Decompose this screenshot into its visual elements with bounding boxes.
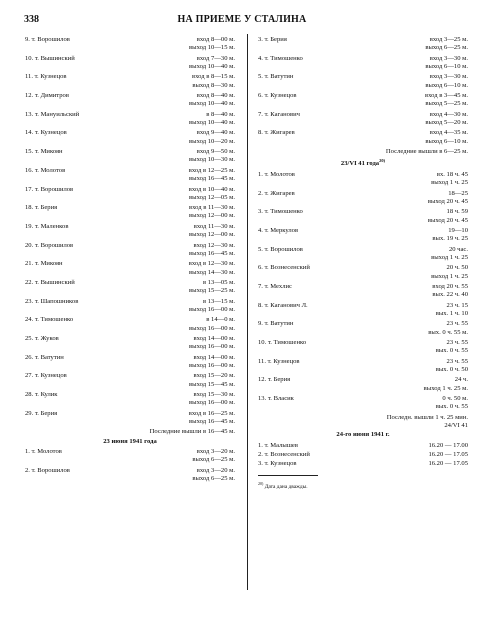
visitor-name: 24. т. Тимошенко — [25, 316, 74, 324]
time-out: выход 6—10 м. — [425, 137, 468, 145]
visitor-entry — [258, 339, 468, 356]
time-in: 23 ч. 55 — [446, 339, 468, 347]
visitor-entry — [25, 186, 235, 203]
visitor-name: 16. т. Молотов — [25, 166, 66, 174]
time-out: выход 16—00 м. — [189, 324, 235, 332]
footnote-rule — [258, 475, 318, 476]
time-out: вых. 1 ч. 10 — [435, 310, 468, 318]
time-out: вых. 0 ч. 55 — [435, 347, 468, 355]
visitor-entry — [258, 208, 468, 225]
time-in: вход 8—40 м. — [196, 92, 235, 100]
visitor-name: 15. т. Микоян — [25, 148, 63, 156]
time-out: вых. 22 ч. 40 — [432, 291, 468, 299]
visit-times: 16.20 — 17.00 — [428, 441, 468, 449]
footnote-text: Дата дана дважды. — [264, 483, 308, 490]
time-in: вход в 16—25 м. — [188, 409, 235, 417]
time-in: 23 ч. 15 — [446, 301, 468, 309]
time-out: выход 14—30 м. — [189, 268, 235, 276]
visitor-name: 11. т. Кузнецов — [258, 357, 300, 365]
visitor-entry — [258, 36, 468, 53]
time-in: вход 20 ч. 55 — [432, 283, 468, 291]
time-out: выход 10—30 м. — [189, 156, 235, 164]
visitor-entry — [25, 279, 235, 296]
time-in: вход 3—20 м. — [196, 466, 235, 474]
right-entry-list-3 — [258, 442, 468, 469]
visitor-name: 10. т. Вышинский — [25, 54, 75, 62]
time-out: выход 6—10 м. — [425, 81, 468, 89]
date-heading-text: 23/VI 41 года — [340, 160, 380, 168]
time-in: вх. 18 ч. 45 — [436, 170, 468, 178]
time-in: вход в 12—30 м. — [188, 260, 235, 268]
time-out: выход 16—00 м. — [189, 305, 235, 313]
running-title: НА ПРИЕМЕ У СТАЛИНА — [177, 14, 307, 25]
visitor-name: 2. т. Жигарев — [258, 189, 295, 197]
visitor-entry — [258, 246, 468, 263]
visitor-entry — [25, 111, 235, 128]
last-left-note: Последние вышли в 16—45 м. — [149, 428, 235, 436]
time-out: выход 1 ч. 25 — [431, 272, 468, 280]
visit-times: 16.20 — 17.05 — [428, 451, 468, 459]
time-out: выход 6—10 м. — [425, 62, 468, 70]
visitor-name: 2. т. Вознесенский — [258, 451, 310, 459]
visitor-entry — [25, 242, 235, 259]
time-in: вход 9—40 м. — [196, 129, 235, 137]
visitor-name: 12. т. Берия — [258, 376, 291, 384]
visitor-entry — [258, 283, 468, 300]
visitor-entry — [25, 148, 235, 165]
visitor-name: 3. т. Кузнецов — [258, 460, 297, 468]
visitor-entry — [25, 448, 235, 465]
time-in: в 14—0 м. — [206, 316, 235, 324]
time-in: вход 8—00 м. — [196, 36, 235, 43]
visitor-name: 1. т. Молотов — [258, 170, 295, 178]
time-out: выход 15—25 м. — [189, 287, 235, 295]
visitor-entry — [25, 129, 235, 146]
visitor-entry — [258, 171, 468, 188]
time-out: выход 10—15 м. — [189, 44, 235, 52]
date-heading: 23 июня 1941 года — [103, 437, 157, 445]
time-in: вход 4—35 м. — [429, 129, 468, 137]
visitor-name: 5. т. Ватутин — [258, 73, 294, 81]
time-in: 19—10 — [448, 226, 468, 234]
page-header — [24, 14, 460, 28]
time-out: выход 12—00 м. — [189, 212, 235, 220]
time-in: вход в 10—40 м. — [188, 185, 235, 193]
visitor-name: 6. т. Вознесенский — [258, 264, 310, 272]
visitor-entry — [25, 92, 235, 109]
time-out: выход 6—25 м. — [192, 475, 235, 483]
visitor-name: 18. т. Берия — [25, 204, 58, 212]
visitor-entry — [258, 320, 468, 337]
date-line: 24/VI 41 — [444, 422, 468, 430]
visitor-entry — [25, 335, 235, 352]
right-entry-list-2 — [258, 171, 468, 412]
visitor-name: 21. т. Микоян — [25, 260, 63, 268]
visitor-entry — [25, 260, 235, 277]
right-column — [258, 36, 468, 491]
visitor-entry — [25, 467, 235, 484]
visitor-name: 9. т. Ватутин — [258, 320, 294, 328]
time-in: вход в 3—45 м. — [425, 92, 468, 100]
visitor-entry — [258, 302, 468, 319]
visitor-name: 22. т. Вышинский — [25, 278, 75, 286]
time-out: выход 1 ч. 25 — [431, 179, 468, 187]
time-in: в 13—15 м. — [202, 297, 235, 305]
time-in: вход 15—30 м. — [193, 391, 235, 399]
visitor-name: 14. т. Кузнецов — [25, 129, 67, 137]
time-out: выход 1 ч. 25 — [431, 253, 468, 261]
visitor-name: 7. т. Каганович — [258, 110, 300, 118]
time-in: вход 3—30 м. — [429, 54, 468, 62]
visit-times: 16.20 — 17.05 — [428, 460, 468, 468]
page-number: 338 — [24, 14, 39, 25]
visitor-entry — [258, 73, 468, 90]
time-out: выход 20 ч. 45 — [427, 197, 468, 205]
time-in: вход 7—30 м. — [196, 54, 235, 62]
time-in: вход 11—30 м. — [193, 222, 235, 230]
visitor-entry — [25, 316, 235, 333]
time-out: вых. 0 ч. 55 — [435, 403, 468, 411]
time-out: выход 6—25 м. — [425, 44, 468, 52]
visitor-name: 13. т. Мануильский — [25, 110, 80, 118]
visitor-name: 28. т. Кулик — [25, 391, 58, 399]
visitor-entry — [25, 36, 235, 53]
visitor-entry — [25, 204, 235, 221]
visitor-entry — [25, 298, 235, 315]
time-in: 23 ч. 55 — [446, 320, 468, 328]
last-left-note: Последн. вышли 1 ч. 25 мин. — [386, 413, 468, 421]
visitor-entry — [25, 55, 235, 72]
visitor-name: 20. т. Ворошилов — [25, 241, 74, 249]
visitor-name: 29. т. Берия — [25, 409, 58, 417]
visit-times — [258, 36, 468, 53]
time-in: вход в 8—15 м. — [192, 73, 235, 81]
visitor-entry — [258, 460, 468, 468]
time-out: выход 16—00 м. — [189, 399, 235, 407]
time-out: вых. 0 ч. 55 м. — [428, 328, 468, 336]
visitor-entry — [258, 92, 468, 109]
visitor-name: 10. т. Тимошенко — [258, 339, 307, 347]
footnote-ref: 20) — [379, 158, 386, 164]
time-in: вход 4—30 м. — [429, 110, 468, 118]
date-heading: 24-го июня 1941 г. — [336, 431, 390, 439]
right-entry-list — [258, 36, 468, 146]
visitor-entry — [258, 264, 468, 281]
time-out: вых. 19 ч. 25 — [432, 235, 468, 243]
visitor-name: 1. т. Молотов — [25, 448, 62, 456]
visitor-name: 4. т. Тимошенко — [258, 54, 303, 62]
time-in: вход 14—00 м. — [193, 335, 235, 342]
time-out: выход 8—30 м. — [192, 81, 235, 89]
time-in: вход в 12—25 м. — [188, 166, 235, 174]
time-out: выход 16—00 м. — [189, 361, 235, 369]
time-out: выход 10—40 м. — [189, 62, 235, 70]
time-in: вход 3—25 м. — [429, 36, 468, 43]
visitor-name: 1. т. Малышев — [258, 441, 298, 449]
visitor-name: 7. т. Мехлис — [258, 283, 292, 291]
time-in: вход 15—20 м. — [193, 372, 235, 380]
visitor-entry — [25, 354, 235, 371]
time-in: 20 ч. 50 — [446, 264, 468, 272]
time-in: вход 12—30 м. — [193, 241, 235, 249]
visitor-name: 8. т. Каганович Л. — [258, 301, 308, 309]
visitor-name: 27. т. Кузнецов — [25, 372, 67, 380]
date-heading — [258, 157, 468, 168]
time-out: вых. 0 ч. 50 — [435, 366, 468, 374]
visitor-name: 13. т. Власик — [258, 395, 294, 403]
visitor-entry — [25, 167, 235, 184]
visitor-entry — [258, 358, 468, 375]
visitor-name: 6. т. Кузнецов — [258, 92, 297, 100]
time-in: вход 3—30 м. — [429, 73, 468, 81]
time-out: выход 16—00 м. — [189, 343, 235, 351]
time-in: 24 ч. — [454, 376, 468, 384]
visitor-name: 8. т. Жигарев — [258, 129, 295, 137]
time-out: выход 16—45 м. — [189, 418, 235, 426]
visitor-name: 9. т. Ворошилов — [25, 36, 70, 43]
time-out: выход 12—05 м. — [189, 193, 235, 201]
visitor-name: 3. т. Тимошенко — [258, 208, 303, 216]
column-divider — [247, 34, 248, 590]
time-out: выход 16—45 м. — [189, 175, 235, 183]
visitor-name: 25. т. Жуков — [25, 335, 59, 342]
visitor-entry — [25, 391, 235, 408]
time-out: выход 10—20 м. — [189, 137, 235, 145]
visitor-name: 23. т. Шапошников — [25, 297, 79, 305]
time-in: 0 ч. 50 м. — [442, 395, 468, 403]
visitor-entry — [25, 73, 235, 90]
visitor-name: 17. т. Ворошилов — [25, 185, 74, 193]
visitor-entry — [25, 223, 235, 240]
time-out: выход 10—40 м. — [189, 119, 235, 127]
time-out: выход 12—00 м. — [189, 231, 235, 239]
visitor-entry — [258, 227, 468, 244]
visitor-name: 4. т. Меркулов — [258, 226, 299, 234]
visitor-name: 11. т. Кузнецов — [25, 73, 67, 81]
footnote — [258, 480, 468, 491]
time-in: 23 ч. 55 — [446, 357, 468, 365]
time-out: выход 6—25 м. — [192, 456, 235, 464]
time-in: вход 14—00 м. — [193, 353, 235, 361]
visitor-entry — [258, 129, 468, 146]
left-entry-list — [25, 36, 235, 426]
visitor-name: 26. т. Ватутин — [25, 353, 64, 361]
visitor-entry — [25, 372, 235, 389]
visitor-entry — [258, 55, 468, 72]
time-out: выход 10—40 м. — [189, 100, 235, 108]
time-in: в 8—40 м. — [206, 110, 235, 118]
time-out: выход 1 ч. 25 м. — [423, 384, 468, 392]
time-out: выход 5—20 м. — [425, 119, 468, 127]
time-in: 18—25 — [448, 189, 468, 197]
time-in: вход в 11—30 м. — [188, 204, 235, 212]
time-out: выход 5—25 м. — [425, 100, 468, 108]
time-out: выход 20 ч. 45 — [427, 216, 468, 224]
time-in: вход 9—50 м. — [196, 148, 235, 156]
visitor-name: 2. т. Ворошилов — [25, 466, 70, 474]
visitor-name: 5. т. Ворошилов — [258, 245, 303, 253]
time-out: выход 16—45 м. — [189, 249, 235, 257]
left-entry-list-2 — [25, 448, 235, 483]
visitor-entry — [258, 190, 468, 207]
time-in: 20 час. — [448, 245, 468, 253]
visitor-entry — [258, 442, 468, 450]
visitor-entry — [258, 376, 468, 393]
time-in: 18 ч. 59 — [446, 208, 468, 216]
last-left-note: Последние вышли в 6—25 м. — [385, 148, 468, 156]
time-in: в 13—05 м. — [202, 278, 235, 286]
time-in: вход 3—20 м. — [196, 448, 235, 456]
visitor-entry — [25, 410, 235, 427]
visitor-entry — [258, 111, 468, 128]
time-out: выход 15—45 м. — [189, 380, 235, 388]
visitor-entry — [258, 451, 468, 459]
visitor-entry — [258, 395, 468, 412]
visitor-name: 12. т. Димитров — [25, 92, 69, 100]
visitor-name: 3. т. Берия — [258, 36, 287, 43]
left-column — [25, 36, 235, 485]
visitor-name: 19. т. Маленков — [25, 222, 69, 230]
footnote-mark: 20) — [258, 480, 264, 486]
